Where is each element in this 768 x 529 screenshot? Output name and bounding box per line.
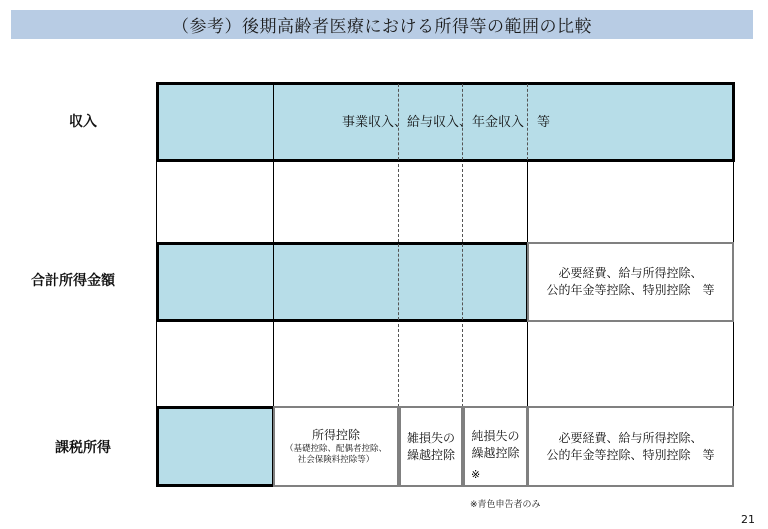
misc-loss-box bbox=[399, 406, 463, 487]
income-divider bbox=[273, 84, 274, 160]
row-label-total-income: 合計所得金額 bbox=[31, 273, 115, 289]
page-title: （参考）後期高齢者医療における所得等の範囲の比較 bbox=[11, 10, 753, 39]
footnote: ※青色申告者のみ bbox=[470, 500, 541, 510]
taxable-income-bar bbox=[156, 406, 275, 487]
deduction-line: 公的年金等控除、特別控除 等 bbox=[546, 447, 715, 462]
misc-loss-line: 雑損失の bbox=[406, 430, 455, 445]
deduction-line: 必要経費、給与所得控除、 bbox=[558, 430, 703, 445]
total-income-divider bbox=[398, 244, 399, 320]
income-deduction-label: 所得控除 bbox=[311, 428, 360, 442]
total-income-divider bbox=[273, 244, 274, 320]
total-income-divider bbox=[462, 244, 463, 320]
misc-loss-line: 繰越控除 bbox=[406, 447, 455, 462]
income-description: 事業収入、給与収入、年金収入 等 bbox=[341, 114, 550, 130]
net-loss-mark: ※ bbox=[471, 468, 481, 481]
income-deduction-detail: （基礎控除、配偶者控除、 bbox=[284, 444, 387, 454]
page-number: 21 bbox=[741, 513, 755, 526]
net-loss-box bbox=[463, 406, 528, 487]
taxable-deduction-box bbox=[527, 406, 734, 487]
row-label-income: 収入 bbox=[69, 114, 97, 130]
deduction-line: 公的年金等控除、特別控除 等 bbox=[546, 283, 715, 297]
income-deduction-box bbox=[273, 406, 399, 487]
total-income-deduction-box bbox=[527, 242, 734, 322]
income-deduction-detail: 社会保険料控除等） bbox=[297, 455, 375, 465]
net-loss-line: 純損失の bbox=[471, 429, 520, 443]
total-income-bar bbox=[156, 242, 529, 322]
net-loss-line: 繰越控除 bbox=[471, 446, 520, 460]
row-label-taxable-income: 課税所得 bbox=[55, 440, 111, 456]
deduction-line: 必要経費、給与所得控除、 bbox=[558, 266, 703, 280]
